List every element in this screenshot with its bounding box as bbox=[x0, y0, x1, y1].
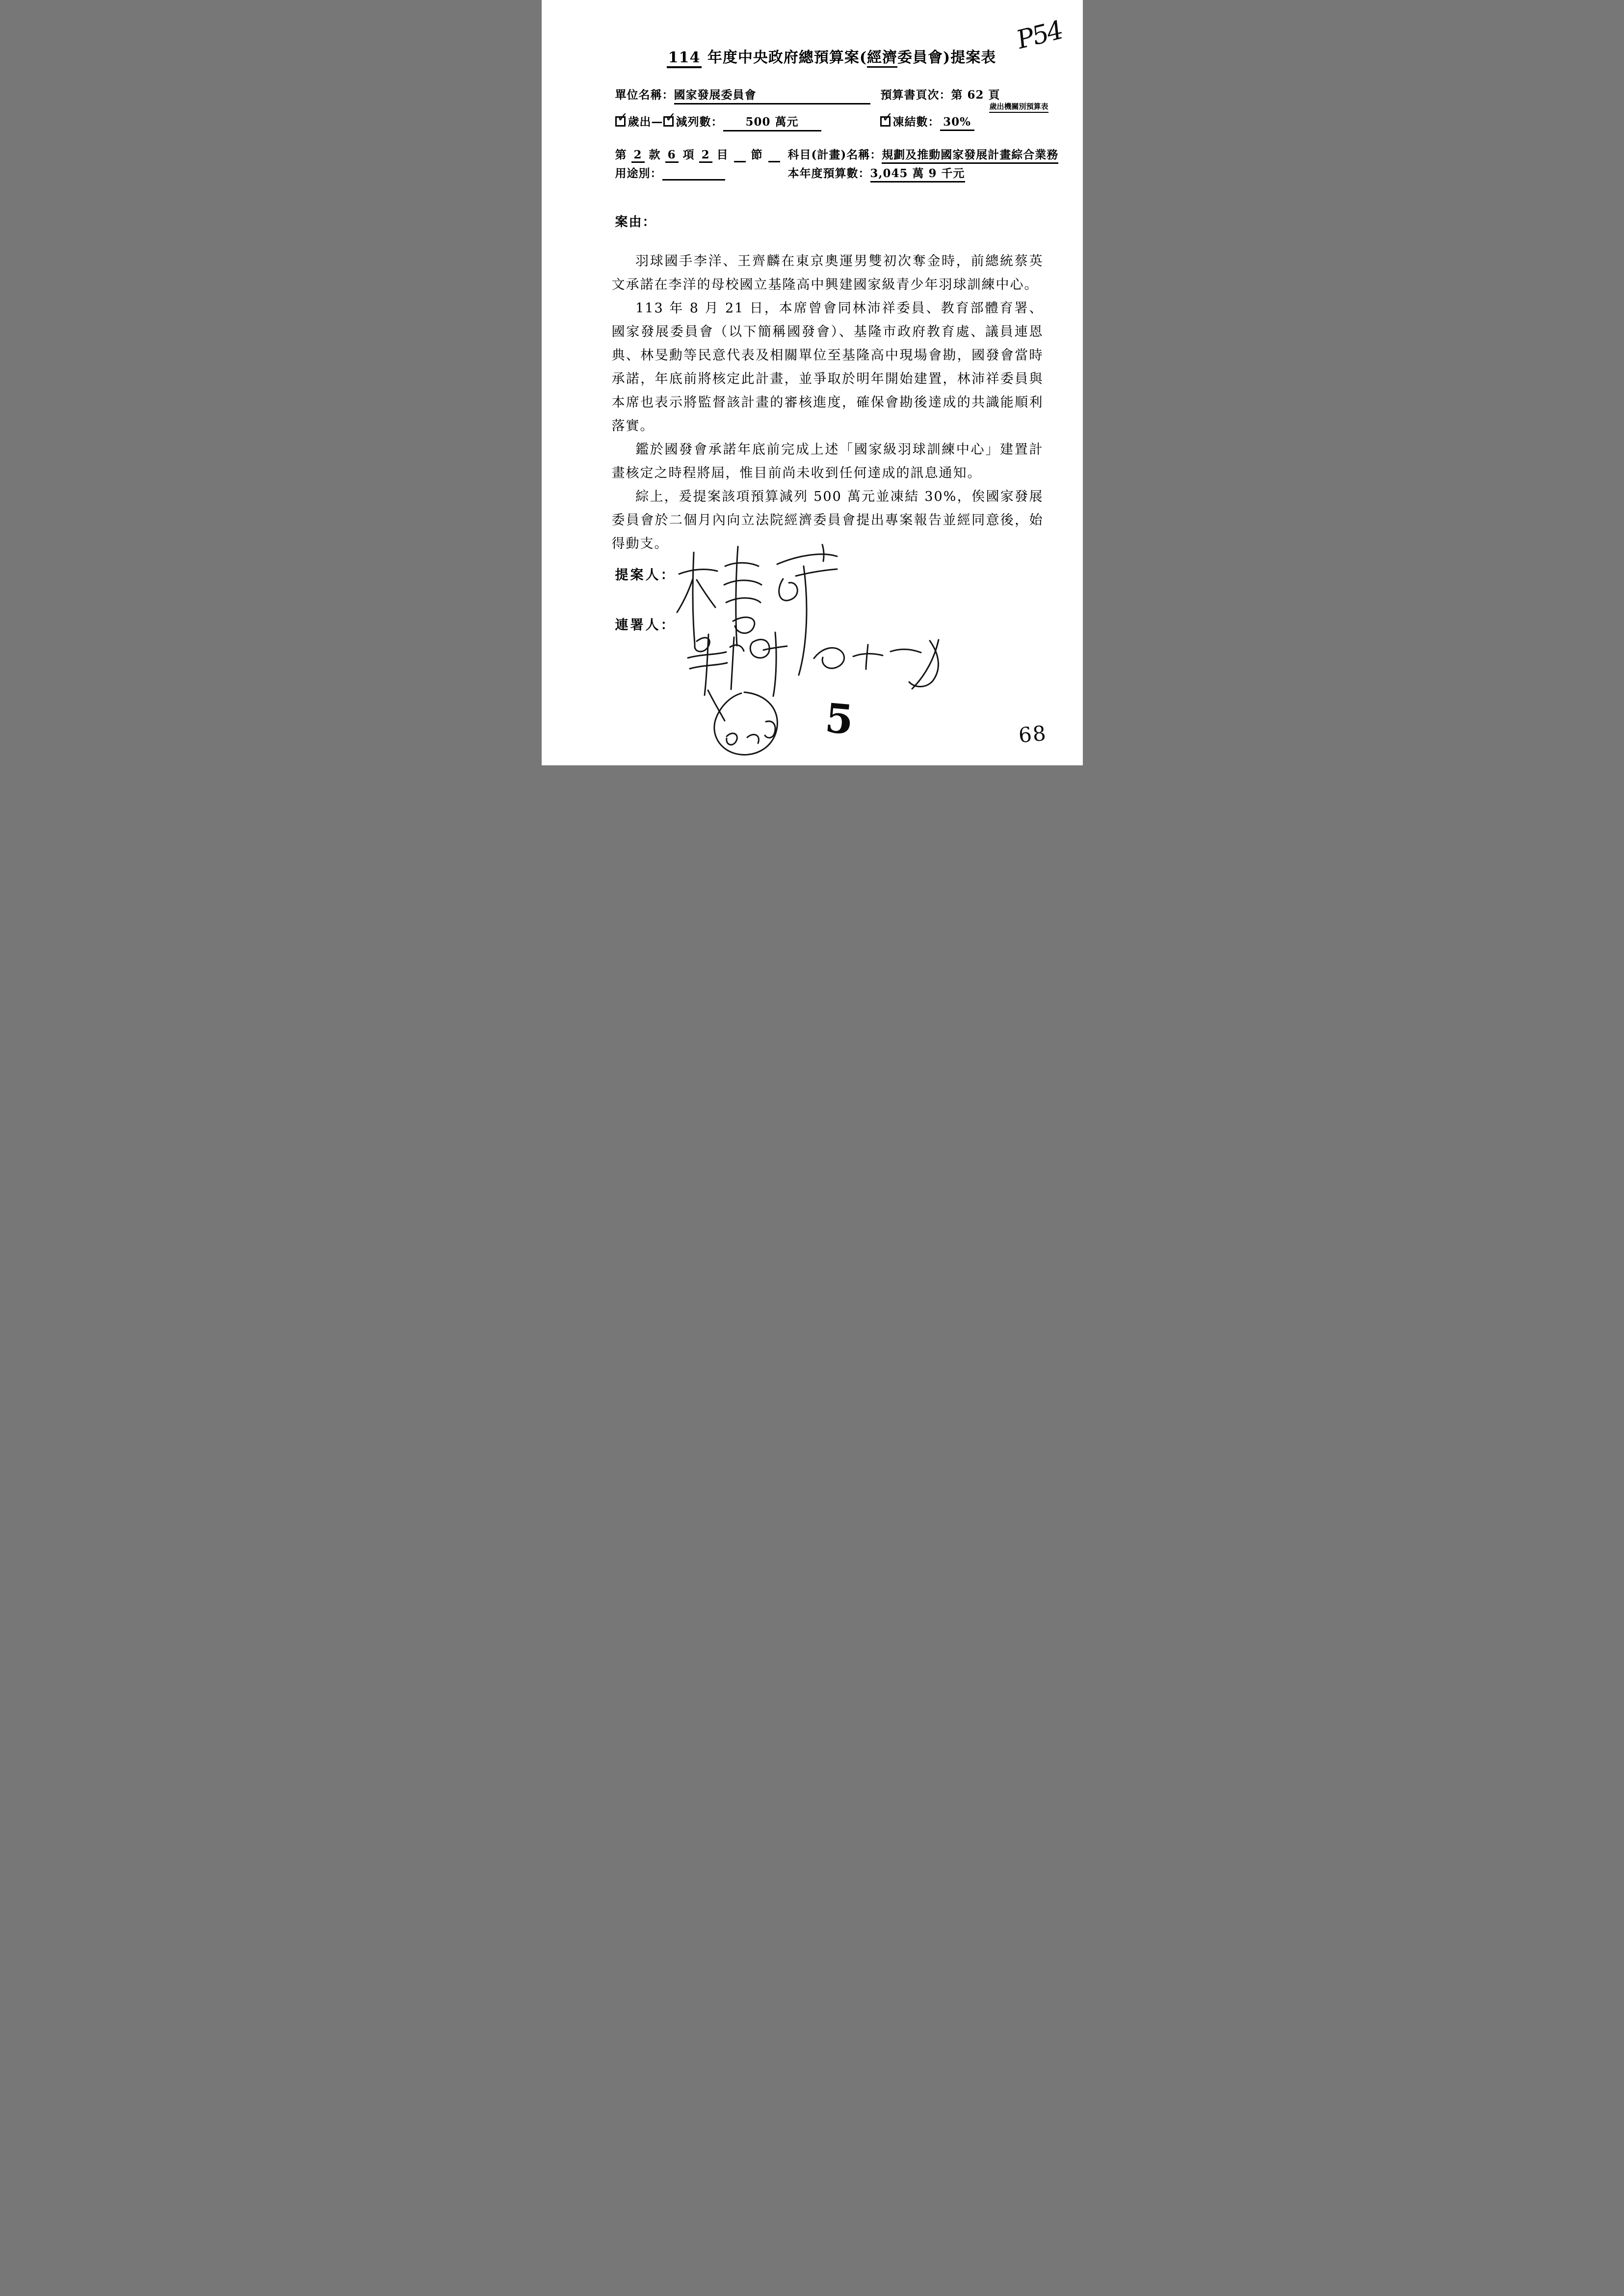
page-ref-value: 第 62 頁 bbox=[951, 88, 1000, 102]
document-title bbox=[612, 45, 1051, 67]
budget-page-ref bbox=[881, 86, 1000, 102]
item-label-mu: 目 bbox=[716, 148, 729, 161]
item-trailing-blank bbox=[768, 150, 780, 162]
expenditure-checkbox-checked bbox=[615, 110, 629, 127]
item-number-row bbox=[615, 146, 781, 162]
checkmark-icon: ✓ bbox=[617, 110, 629, 125]
usage-blank bbox=[662, 167, 725, 181]
freeze-label: 凍結數： bbox=[892, 115, 940, 129]
case-paragraph: 綜上，爰提案該項預算減列 500 萬元並凍結 30%，俟國家發展委員會於二個月內向立法院經濟委員會提出專案報告並經同意後，始得動支。 bbox=[611, 489, 1044, 551]
freeze-row bbox=[880, 110, 974, 131]
dash: — bbox=[651, 115, 663, 129]
budget-table-note: 歲出機關別預算表 bbox=[989, 101, 1048, 113]
cosigner-signature-2 bbox=[808, 637, 948, 693]
reduction-checkbox-checked bbox=[663, 110, 677, 127]
handwritten-cosign-count: 5 bbox=[823, 694, 855, 744]
reduction-value: 500 萬元 bbox=[723, 113, 821, 131]
reduction-label: 減列數： bbox=[676, 115, 723, 129]
page-ref-label: 預算書頁次： bbox=[880, 88, 951, 102]
item-number-mu: 2 bbox=[699, 148, 712, 163]
item-label-kuan: 款 bbox=[649, 148, 661, 161]
cosigner-signature-3 bbox=[696, 688, 797, 762]
title-part-b: 委員會)提案表 bbox=[897, 49, 996, 66]
item-label-hsiang: 項 bbox=[682, 148, 695, 161]
case-paragraph: 鑑於國發會承諾年底前完成上述「國家級羽球訓練中心」建置計畫核定之時程將屆，惟目前尚未收到任何達成的訊息通知。 bbox=[611, 442, 1044, 481]
budget-amount-row bbox=[788, 164, 965, 181]
freeze-checkbox-checked bbox=[880, 110, 894, 127]
budget-label: 本年度預算數： bbox=[787, 167, 870, 180]
proposer-label: 提案人： bbox=[615, 568, 676, 583]
unit-name-value: 國家發展委員會 bbox=[674, 86, 870, 104]
item-label-kuan-prefix: 第 bbox=[615, 148, 627, 161]
handwritten-corner-mark: P54 bbox=[1015, 15, 1063, 56]
usage-row bbox=[615, 164, 725, 181]
title-part-a: 年度中央政府總預算案( bbox=[707, 49, 867, 66]
item-number-chieh-blank bbox=[734, 150, 746, 162]
checkmark-icon: ✓ bbox=[882, 110, 894, 125]
case-heading: 案由： bbox=[615, 215, 656, 230]
cosigner-label: 連署人： bbox=[615, 618, 676, 633]
unit-name-row bbox=[615, 86, 870, 104]
budget-value: 3,045 萬 9 千元 bbox=[870, 167, 965, 183]
expenditure-reduction-row bbox=[615, 110, 821, 131]
case-paragraph: 113 年 8 月 21 日，本席曾會同林沛祥委員、教育部體育署、國家發展委員會（以下簡稱國發會）、基隆市政府教育處、議員連恩典、林旻勳等民意代表及相關單位至基隆高中現場會勘，國發會當時承諾，年底前將核定此計畫，並爭取於明年開始建置，林沛祥委員與本席也表示將監督該計畫的審核進度，確保會勘後達成的共識能順利落實。 bbox=[611, 301, 1044, 434]
unit-name-label: 單位名稱： bbox=[615, 88, 674, 102]
case-paragraph: 羽球國手李洋、王齊麟在東京奧運男雙初次奪金時，前總統蔡英文承諾在李洋的母校國立基隆高中興建國家級青少年羽球訓練中心。 bbox=[611, 254, 1044, 292]
expenditure-label: 歲出 bbox=[628, 115, 652, 129]
title-committee: 經濟 bbox=[867, 49, 897, 68]
scanned-budget-proposal-document bbox=[542, 0, 1083, 765]
item-label-chieh: 節 bbox=[751, 148, 763, 161]
subject-label: 科目(計畫)名稱： bbox=[787, 148, 882, 161]
usage-label: 用途別： bbox=[615, 167, 662, 180]
title-year: 114 bbox=[667, 49, 702, 68]
subject-row bbox=[788, 146, 1059, 162]
checkmark-icon: ✓ bbox=[665, 110, 677, 125]
case-body bbox=[612, 250, 1044, 556]
item-number-hsiang: 6 bbox=[665, 148, 679, 163]
subject-value: 規劃及推動國家發展計畫綜合業務 bbox=[882, 148, 1058, 164]
item-number-kuan: 2 bbox=[631, 148, 645, 163]
freeze-value: 30% bbox=[940, 115, 974, 131]
handwritten-page-number: 68 bbox=[1017, 721, 1048, 748]
